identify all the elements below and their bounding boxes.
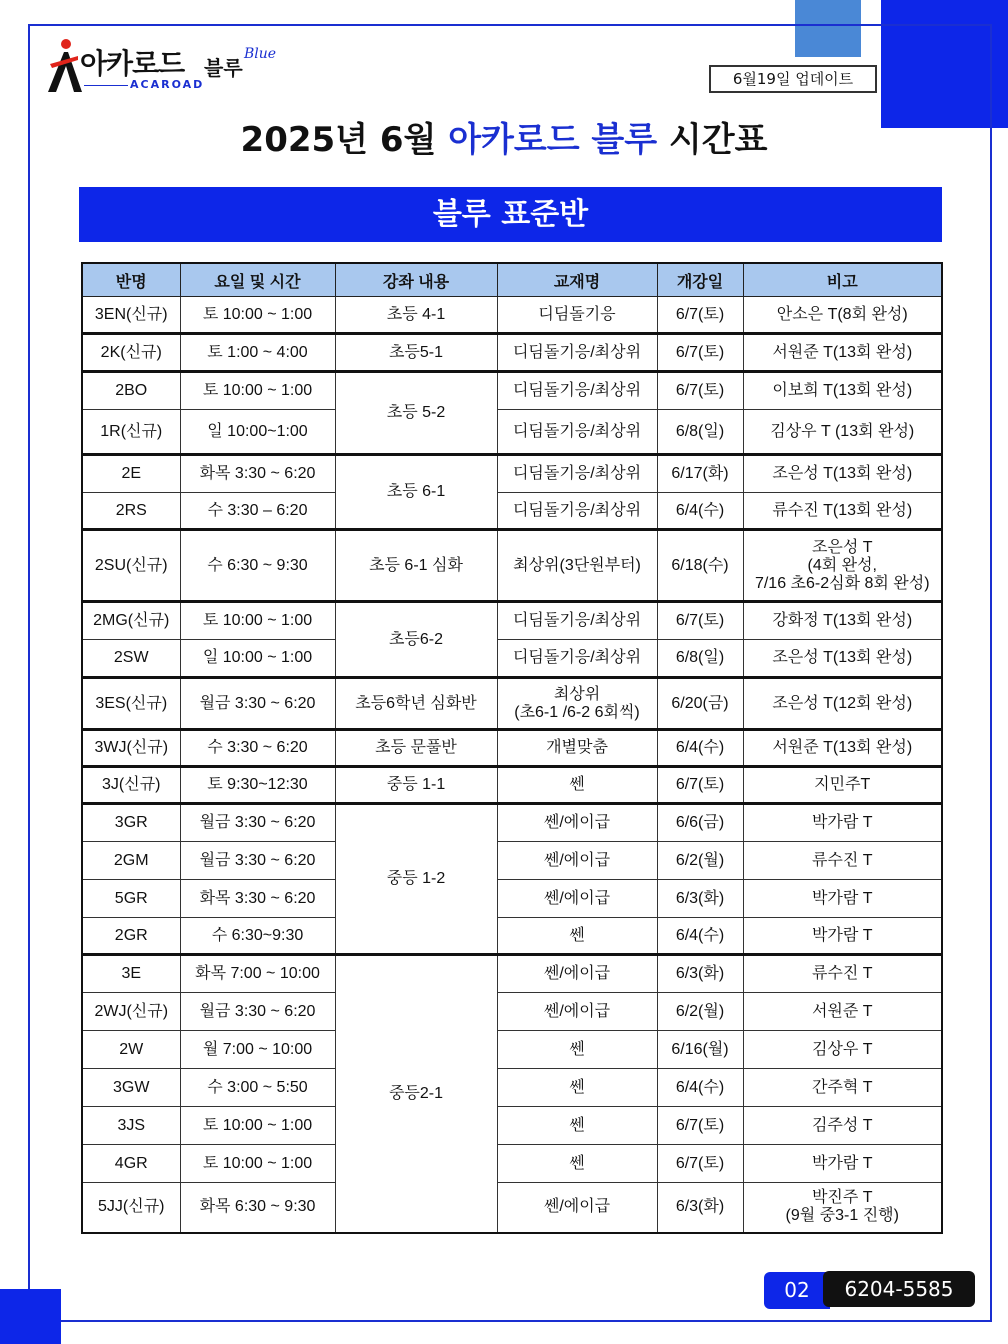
table-row — [82, 842, 942, 880]
textbook-cell: 디딤돌기응/최상위 — [497, 640, 657, 678]
note-cell: 지민주T — [743, 767, 942, 804]
textbook-cell: 개별맞춤 — [497, 730, 657, 767]
textbook-cell: 쎈 — [497, 1069, 657, 1107]
course-cell: 초등6-2 — [335, 602, 497, 678]
course-cell: 초등6학년 심화반 — [335, 678, 497, 730]
course-cell: 초등 5-2 — [335, 372, 497, 455]
logo-english: ACAROAD — [130, 78, 205, 91]
schedule-cell: 토 10:00 ~ 1:00 — [180, 1107, 335, 1145]
title-suffix: 시간표 — [657, 120, 768, 160]
class-name-cell: 2E — [82, 455, 180, 493]
page-title — [0, 112, 1008, 161]
column-header: 요일 및 시간 — [180, 263, 335, 297]
class-name-cell: 2K(신규) — [82, 334, 180, 372]
note-cell: 이보희 T(13회 완성) — [743, 372, 942, 410]
course-cell: 중등 1-1 — [335, 767, 497, 804]
start-date-cell: 6/3(화) — [657, 880, 743, 918]
textbook-cell: 쎈/에이급 — [497, 842, 657, 880]
schedule-cell: 수 3:30 ~ 6:20 — [180, 730, 335, 767]
start-date-cell: 6/4(수) — [657, 493, 743, 530]
schedule-cell: 토 10:00 ~ 1:00 — [180, 297, 335, 334]
class-name-cell: 4GR — [82, 1145, 180, 1183]
note-cell: 류수진 T — [743, 842, 942, 880]
class-name-cell: 2SU(신규) — [82, 530, 180, 602]
table-row — [82, 334, 942, 372]
start-date-cell: 6/3(화) — [657, 1183, 743, 1233]
start-date-cell: 6/17(화) — [657, 455, 743, 493]
logo — [44, 38, 284, 98]
schedule-cell: 화목 3:30 ~ 6:20 — [180, 455, 335, 493]
textbook-cell — [497, 678, 657, 730]
textbook-line: (초6-1 /6-2 6회씩) — [514, 703, 640, 721]
textbook-cell: 쎈/에이급 — [497, 1183, 657, 1233]
schedule-table — [81, 262, 943, 1234]
textbook-cell: 쎈 — [497, 1145, 657, 1183]
class-name-cell: 2GR — [82, 918, 180, 955]
table-row — [82, 493, 942, 530]
schedule-cell: 수 3:30 – 6:20 — [180, 493, 335, 530]
textbook-cell: 디딤돌기응/최상위 — [497, 410, 657, 455]
textbook-line: 최상위 — [553, 685, 601, 703]
class-name-cell: 2MG(신규) — [82, 602, 180, 640]
table-row — [82, 640, 942, 678]
class-name-cell: 2RS — [82, 493, 180, 530]
schedule-cell: 월금 3:30 ~ 6:20 — [180, 993, 335, 1031]
note-cell: 서원준 T(13회 완성) — [743, 334, 942, 372]
textbook-cell: 디딤돌기응/최상위 — [497, 334, 657, 372]
table-row — [82, 530, 942, 602]
note-cell: 김상우 T — [743, 1031, 942, 1069]
start-date-cell: 6/18(수) — [657, 530, 743, 602]
note-cell: 조은성 T(13회 완성) — [743, 640, 942, 678]
class-name-cell: 3WJ(신규) — [82, 730, 180, 767]
start-date-cell: 6/4(수) — [657, 918, 743, 955]
note-cell: 김상우 T (13회 완성) — [743, 410, 942, 455]
textbook-cell: 쎈 — [497, 1031, 657, 1069]
schedule-cell: 화목 7:00 ~ 10:00 — [180, 955, 335, 993]
start-date-cell: 6/4(수) — [657, 1069, 743, 1107]
table-row — [82, 678, 942, 730]
textbook-cell: 디딤돌기응/최상위 — [497, 493, 657, 530]
table-row — [82, 372, 942, 410]
start-date-cell: 6/7(토) — [657, 372, 743, 410]
note-cell: 류수진 T — [743, 955, 942, 993]
table-row — [82, 410, 942, 455]
runner-icon — [44, 38, 82, 94]
note-cell: 간주혁 T — [743, 1069, 942, 1107]
table-row — [82, 955, 942, 993]
class-name-cell: 2W — [82, 1031, 180, 1069]
textbook-cell: 디딤돌기응 — [497, 297, 657, 334]
logo-underline — [84, 85, 128, 86]
schedule-cell: 월 7:00 ~ 10:00 — [180, 1031, 335, 1069]
schedule-cell: 일 10:00 ~ 1:00 — [180, 640, 335, 678]
class-name-cell: 3J(신규) — [82, 767, 180, 804]
table-row — [82, 880, 942, 918]
start-date-cell: 6/7(토) — [657, 1107, 743, 1145]
class-name-cell: 2BO — [82, 372, 180, 410]
column-header: 교재명 — [497, 263, 657, 297]
table-row — [82, 455, 942, 493]
note-cell: 박가람 T — [743, 804, 942, 842]
textbook-cell: 쎈/에이급 — [497, 804, 657, 842]
start-date-cell: 6/16(월) — [657, 1031, 743, 1069]
table-row — [82, 297, 942, 334]
course-cell: 중등2-1 — [335, 955, 497, 1233]
note-line: 조은성 T — [811, 538, 873, 556]
note-cell: 류수진 T(13회 완성) — [743, 493, 942, 530]
class-name-cell: 3GW — [82, 1069, 180, 1107]
course-cell: 중등 1-2 — [335, 804, 497, 955]
column-header: 반명 — [82, 263, 180, 297]
table-header-row — [82, 263, 942, 297]
table-row — [82, 993, 942, 1031]
note-cell: 강화정 T(13회 완성) — [743, 602, 942, 640]
schedule-cell: 화목 3:30 ~ 6:20 — [180, 880, 335, 918]
class-name-cell: 3E — [82, 955, 180, 993]
start-date-cell: 6/7(토) — [657, 1145, 743, 1183]
class-name-cell: 5GR — [82, 880, 180, 918]
note-cell: 서원준 T — [743, 993, 942, 1031]
table-row — [82, 918, 942, 955]
schedule-cell: 월금 3:30 ~ 6:20 — [180, 804, 335, 842]
note-cell: 조은성 T(13회 완성) — [743, 455, 942, 493]
start-date-cell: 6/8(일) — [657, 410, 743, 455]
schedule-cell: 일 10:00~1:00 — [180, 410, 335, 455]
note-cell — [743, 530, 942, 602]
table-row — [82, 1183, 942, 1233]
course-cell: 초등 6-1 심화 — [335, 530, 497, 602]
title-prefix: 2025년 6월 — [240, 120, 449, 160]
start-date-cell: 6/7(토) — [657, 602, 743, 640]
textbook-cell: 쎈/에이급 — [497, 993, 657, 1031]
logo-wordmark: 아카로드 — [80, 47, 185, 80]
class-name-cell: 2SW — [82, 640, 180, 678]
course-cell: 초등 4-1 — [335, 297, 497, 334]
class-name-cell: 1R(신규) — [82, 410, 180, 455]
column-header: 비고 — [743, 263, 942, 297]
table-row — [82, 1107, 942, 1145]
schedule-cell: 수 6:30~9:30 — [180, 918, 335, 955]
note-line: (9월 중3-1 진행) — [785, 1207, 899, 1225]
note-cell: 조은성 T(12회 완성) — [743, 678, 942, 730]
start-date-cell: 6/2(월) — [657, 842, 743, 880]
column-header: 개강일 — [657, 263, 743, 297]
note-line: (4회 완성, — [807, 556, 877, 574]
course-cell: 초등 6-1 — [335, 455, 497, 530]
table-row — [82, 767, 942, 804]
course-cell: 초등5-1 — [335, 334, 497, 372]
column-header: 강좌 내용 — [335, 263, 497, 297]
start-date-cell: 6/4(수) — [657, 730, 743, 767]
class-name-cell: 3JS — [82, 1107, 180, 1145]
schedule-cell: 수 3:00 ~ 5:50 — [180, 1069, 335, 1107]
schedule-cell: 수 6:30 ~ 9:30 — [180, 530, 335, 602]
table-row — [82, 602, 942, 640]
schedule-cell: 토 10:00 ~ 1:00 — [180, 602, 335, 640]
textbook-cell: 디딤돌기응/최상위 — [497, 372, 657, 410]
schedule-cell: 토 10:00 ~ 1:00 — [180, 372, 335, 410]
textbook-cell: 쎈 — [497, 767, 657, 804]
class-name-cell: 2WJ(신규) — [82, 993, 180, 1031]
textbook-cell: 최상위(3단원부터) — [497, 530, 657, 602]
schedule-cell: 월금 3:30 ~ 6:20 — [180, 678, 335, 730]
start-date-cell: 6/6(금) — [657, 804, 743, 842]
start-date-cell: 6/7(토) — [657, 297, 743, 334]
note-cell: 안소은 T(8회 완성) — [743, 297, 942, 334]
note-cell: 서원준 T(13회 완성) — [743, 730, 942, 767]
table-row — [82, 1145, 942, 1183]
textbook-cell: 쎈 — [497, 1107, 657, 1145]
class-name-cell: 3GR — [82, 804, 180, 842]
textbook-cell: 디딤돌기응/최상위 — [497, 455, 657, 493]
schedule-cell: 토 10:00 ~ 1:00 — [180, 1145, 335, 1183]
area-code-badge: 02 — [764, 1272, 830, 1309]
schedule-cell: 월금 3:30 ~ 6:20 — [180, 842, 335, 880]
start-date-cell: 6/20(금) — [657, 678, 743, 730]
textbook-cell: 쎈/에이급 — [497, 955, 657, 993]
start-date-cell: 6/7(토) — [657, 767, 743, 804]
schedule-cell: 토 1:00 ~ 4:00 — [180, 334, 335, 372]
update-badge: 6월19일 업데이트 — [709, 65, 877, 93]
start-date-cell: 6/8(일) — [657, 640, 743, 678]
note-cell — [743, 1183, 942, 1233]
note-line: 7/16 초6-2심화 8회 완성) — [754, 574, 930, 592]
class-name-cell: 5JJ(신규) — [82, 1183, 180, 1233]
table-row — [82, 730, 942, 767]
start-date-cell: 6/7(토) — [657, 334, 743, 372]
note-cell: 박가람 T — [743, 880, 942, 918]
textbook-cell: 쎈 — [497, 918, 657, 955]
phone-number[interactable]: 6204-5585 — [823, 1271, 975, 1307]
textbook-cell: 쎈/에이급 — [497, 880, 657, 918]
logo-sub-wordmark: 블루 — [204, 56, 243, 80]
schedule-cell: 토 9:30~12:30 — [180, 767, 335, 804]
table-row — [82, 1031, 942, 1069]
course-cell: 초등 문풀반 — [335, 730, 497, 767]
class-name-cell: 3EN(신규) — [82, 297, 180, 334]
schedule-cell: 화목 6:30 ~ 9:30 — [180, 1183, 335, 1233]
note-cell: 김주성 T — [743, 1107, 942, 1145]
logo-script: Blue — [244, 46, 277, 62]
class-name-cell: 3ES(신규) — [82, 678, 180, 730]
section-banner: 블루 표준반 — [79, 187, 942, 242]
note-line: 박진주 T — [811, 1189, 873, 1207]
note-cell: 박가람 T — [743, 1145, 942, 1183]
class-name-cell: 2GM — [82, 842, 180, 880]
start-date-cell: 6/2(월) — [657, 993, 743, 1031]
note-cell: 박가람 T — [743, 918, 942, 955]
title-highlight: 아카로드 블루 — [448, 120, 658, 160]
table-row — [82, 804, 942, 842]
table-row — [82, 1069, 942, 1107]
start-date-cell: 6/3(화) — [657, 955, 743, 993]
textbook-cell: 디딤돌기응/최상위 — [497, 602, 657, 640]
decor-block-bottom-left — [0, 1289, 61, 1344]
